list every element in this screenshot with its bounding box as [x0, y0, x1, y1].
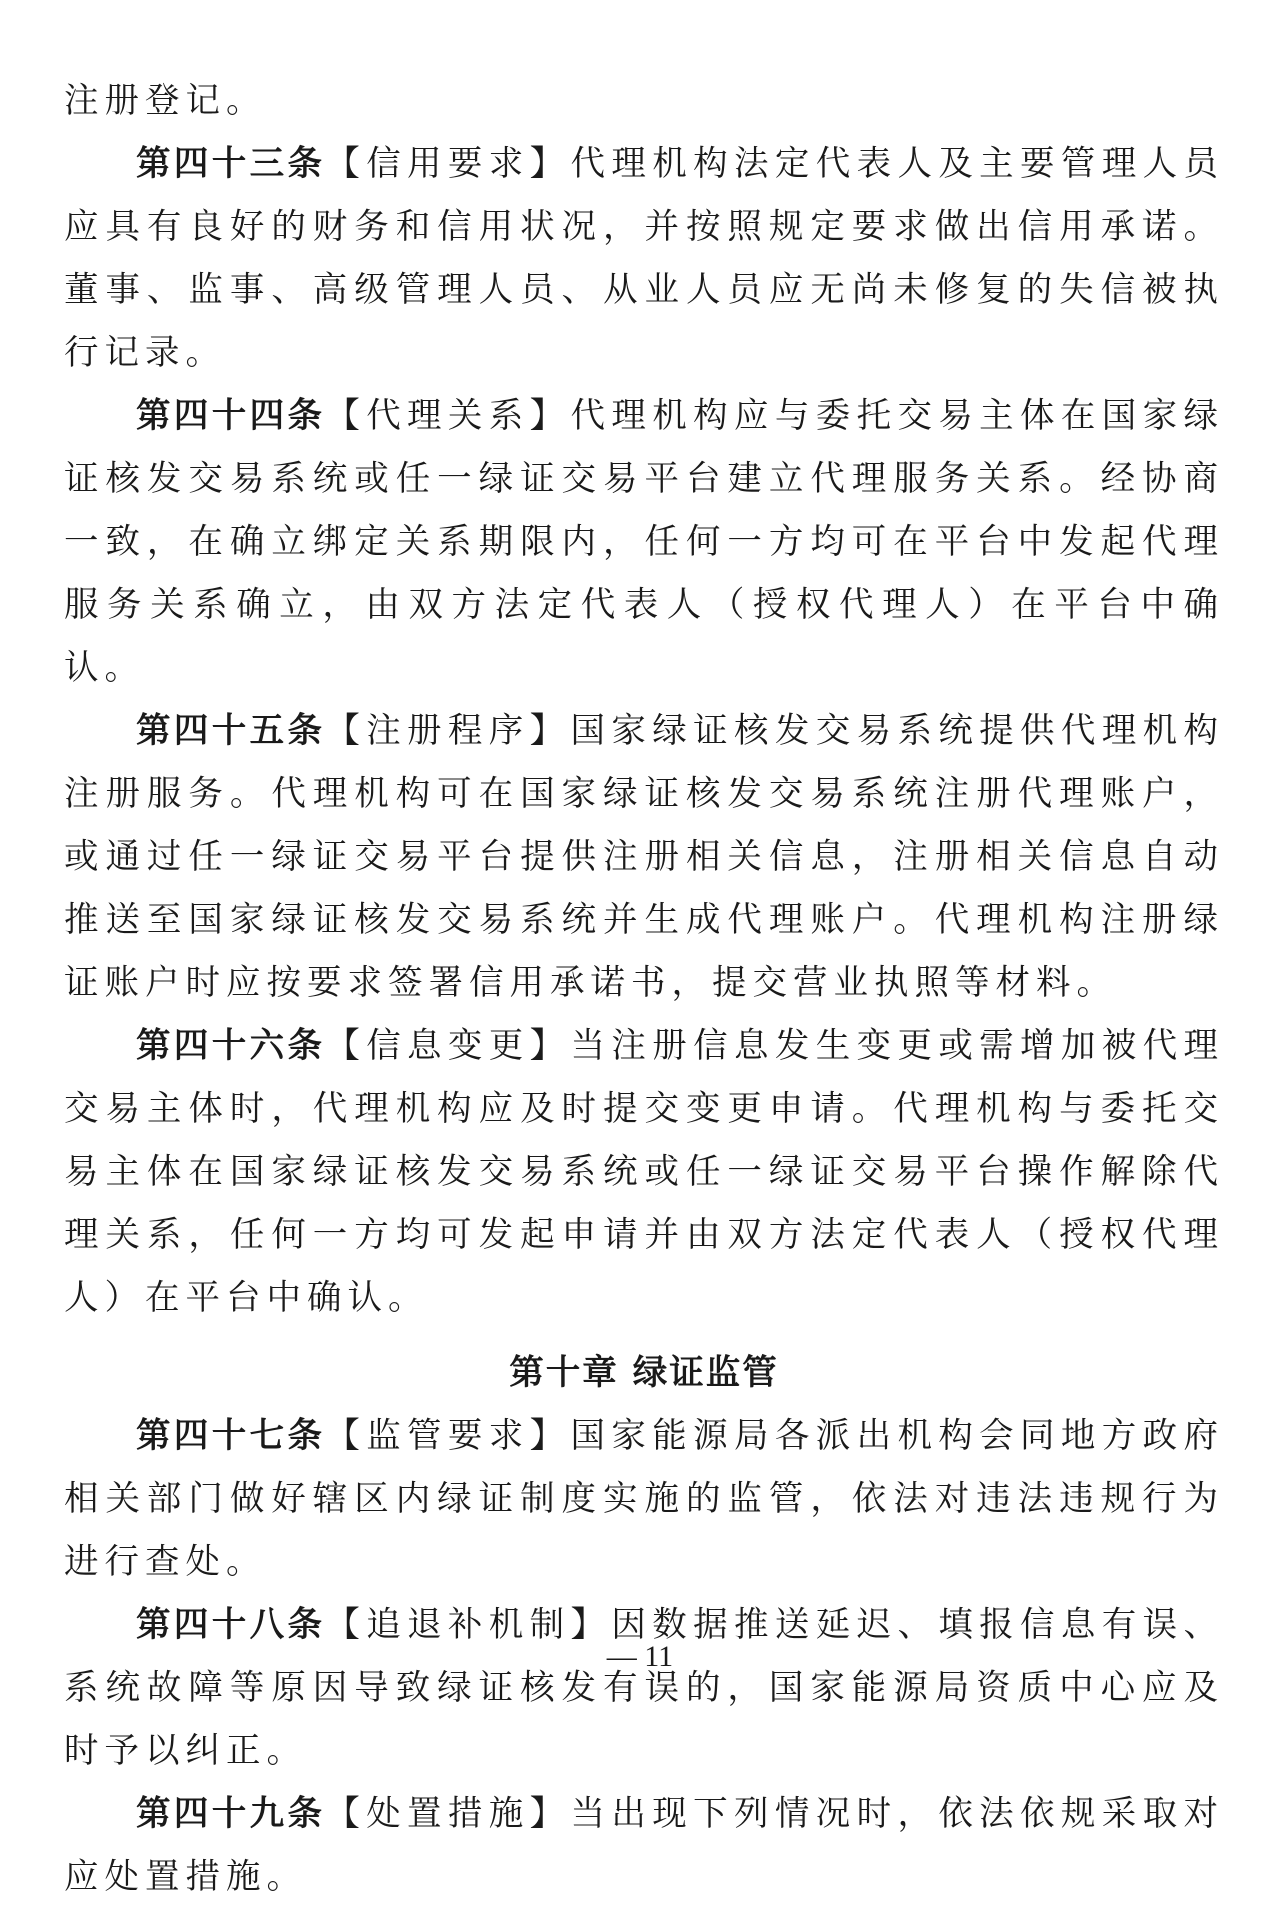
article-body: 当注册信息发生变更或需增加被代理交易主体时，代理机构应及时提交变更申请。代理机构与委托交易主体在国家绿证核发交易系统或任一绿证交易平台操作解除代理关系，任何一方均可发起申请并由双方法定代表人（授权代理人）在平台中确认。 [64, 1026, 1225, 1318]
article-44 [64, 385, 1224, 700]
continuation-text: 注册登记。 [64, 81, 267, 121]
article-body: 代理机构应与委托交易主体在国家绿证核发交易系统或任一绿证交易平台建立代理服务关系。经协商一致，在确立绑定关系期限内，任何一方均可在平台中发起代理服务关系确立，由双方法定代表人（授权代理人）在平台中确认。 [64, 396, 1225, 688]
article-heading: 【注册程序】 [325, 711, 571, 751]
article-heading: 【处置措施】 [325, 1794, 571, 1834]
article-body: 国家能源局各派出机构会同地方政府相关部门做好辖区内绿证制度实施的监管，依法对违法违规行为进行查处。 [64, 1416, 1225, 1582]
article-number: 第四十四条 [136, 396, 326, 436]
article-number: 第四十七条 [136, 1416, 326, 1456]
article-heading: 【信息变更】 [325, 1026, 571, 1066]
article-45 [64, 700, 1224, 1015]
article-43 [64, 133, 1224, 385]
article-47 [64, 1405, 1224, 1594]
article-body: 代理机构法定代表人及主要管理人员应具有良好的财务和信用状况，并按照规定要求做出信用承诺。董事、监事、高级管理人员、从业人员应无尚未修复的失信被执行记录。 [64, 144, 1225, 373]
article-48 [64, 1594, 1224, 1783]
article-heading: 【监管要求】 [325, 1416, 571, 1456]
article-49 [64, 1783, 1224, 1909]
article-heading: 【追退补机制】 [325, 1605, 612, 1645]
article-number: 第四十九条 [136, 1794, 326, 1834]
article-number: 第四十三条 [136, 144, 326, 184]
article-heading: 【代理关系】 [325, 396, 571, 436]
page-number: — 11 [606, 1640, 674, 1673]
article-body: 因数据推送延迟、填报信息有误、系统故障等原因导致绿证核发有误的，国家能源局资质中心应及时予以纠正。 [64, 1605, 1225, 1771]
article-number: 第四十五条 [136, 711, 326, 751]
article-body: 当出现下列情况时，依法依规采取对应处置措施。 [64, 1794, 1225, 1897]
chapter-title: 第十章 绿证监管 [509, 1353, 779, 1393]
document-page [64, 70, 1224, 1909]
article-heading: 【信用要求】 [325, 144, 571, 184]
article-46 [64, 1015, 1224, 1330]
article-number: 第四十八条 [136, 1605, 326, 1645]
article-body: 国家绿证核发交易系统提供代理机构注册服务。代理机构可在国家绿证核发交易系统注册代理账户，或通过任一绿证交易平台提供注册相关信息，注册相关信息自动推送至国家绿证核发交易系统并生成代理账户。代理机构注册绿证账户时应按要求签署信用承诺书，提交营业执照等材料。 [64, 711, 1225, 1003]
article-number: 第四十六条 [136, 1026, 326, 1066]
